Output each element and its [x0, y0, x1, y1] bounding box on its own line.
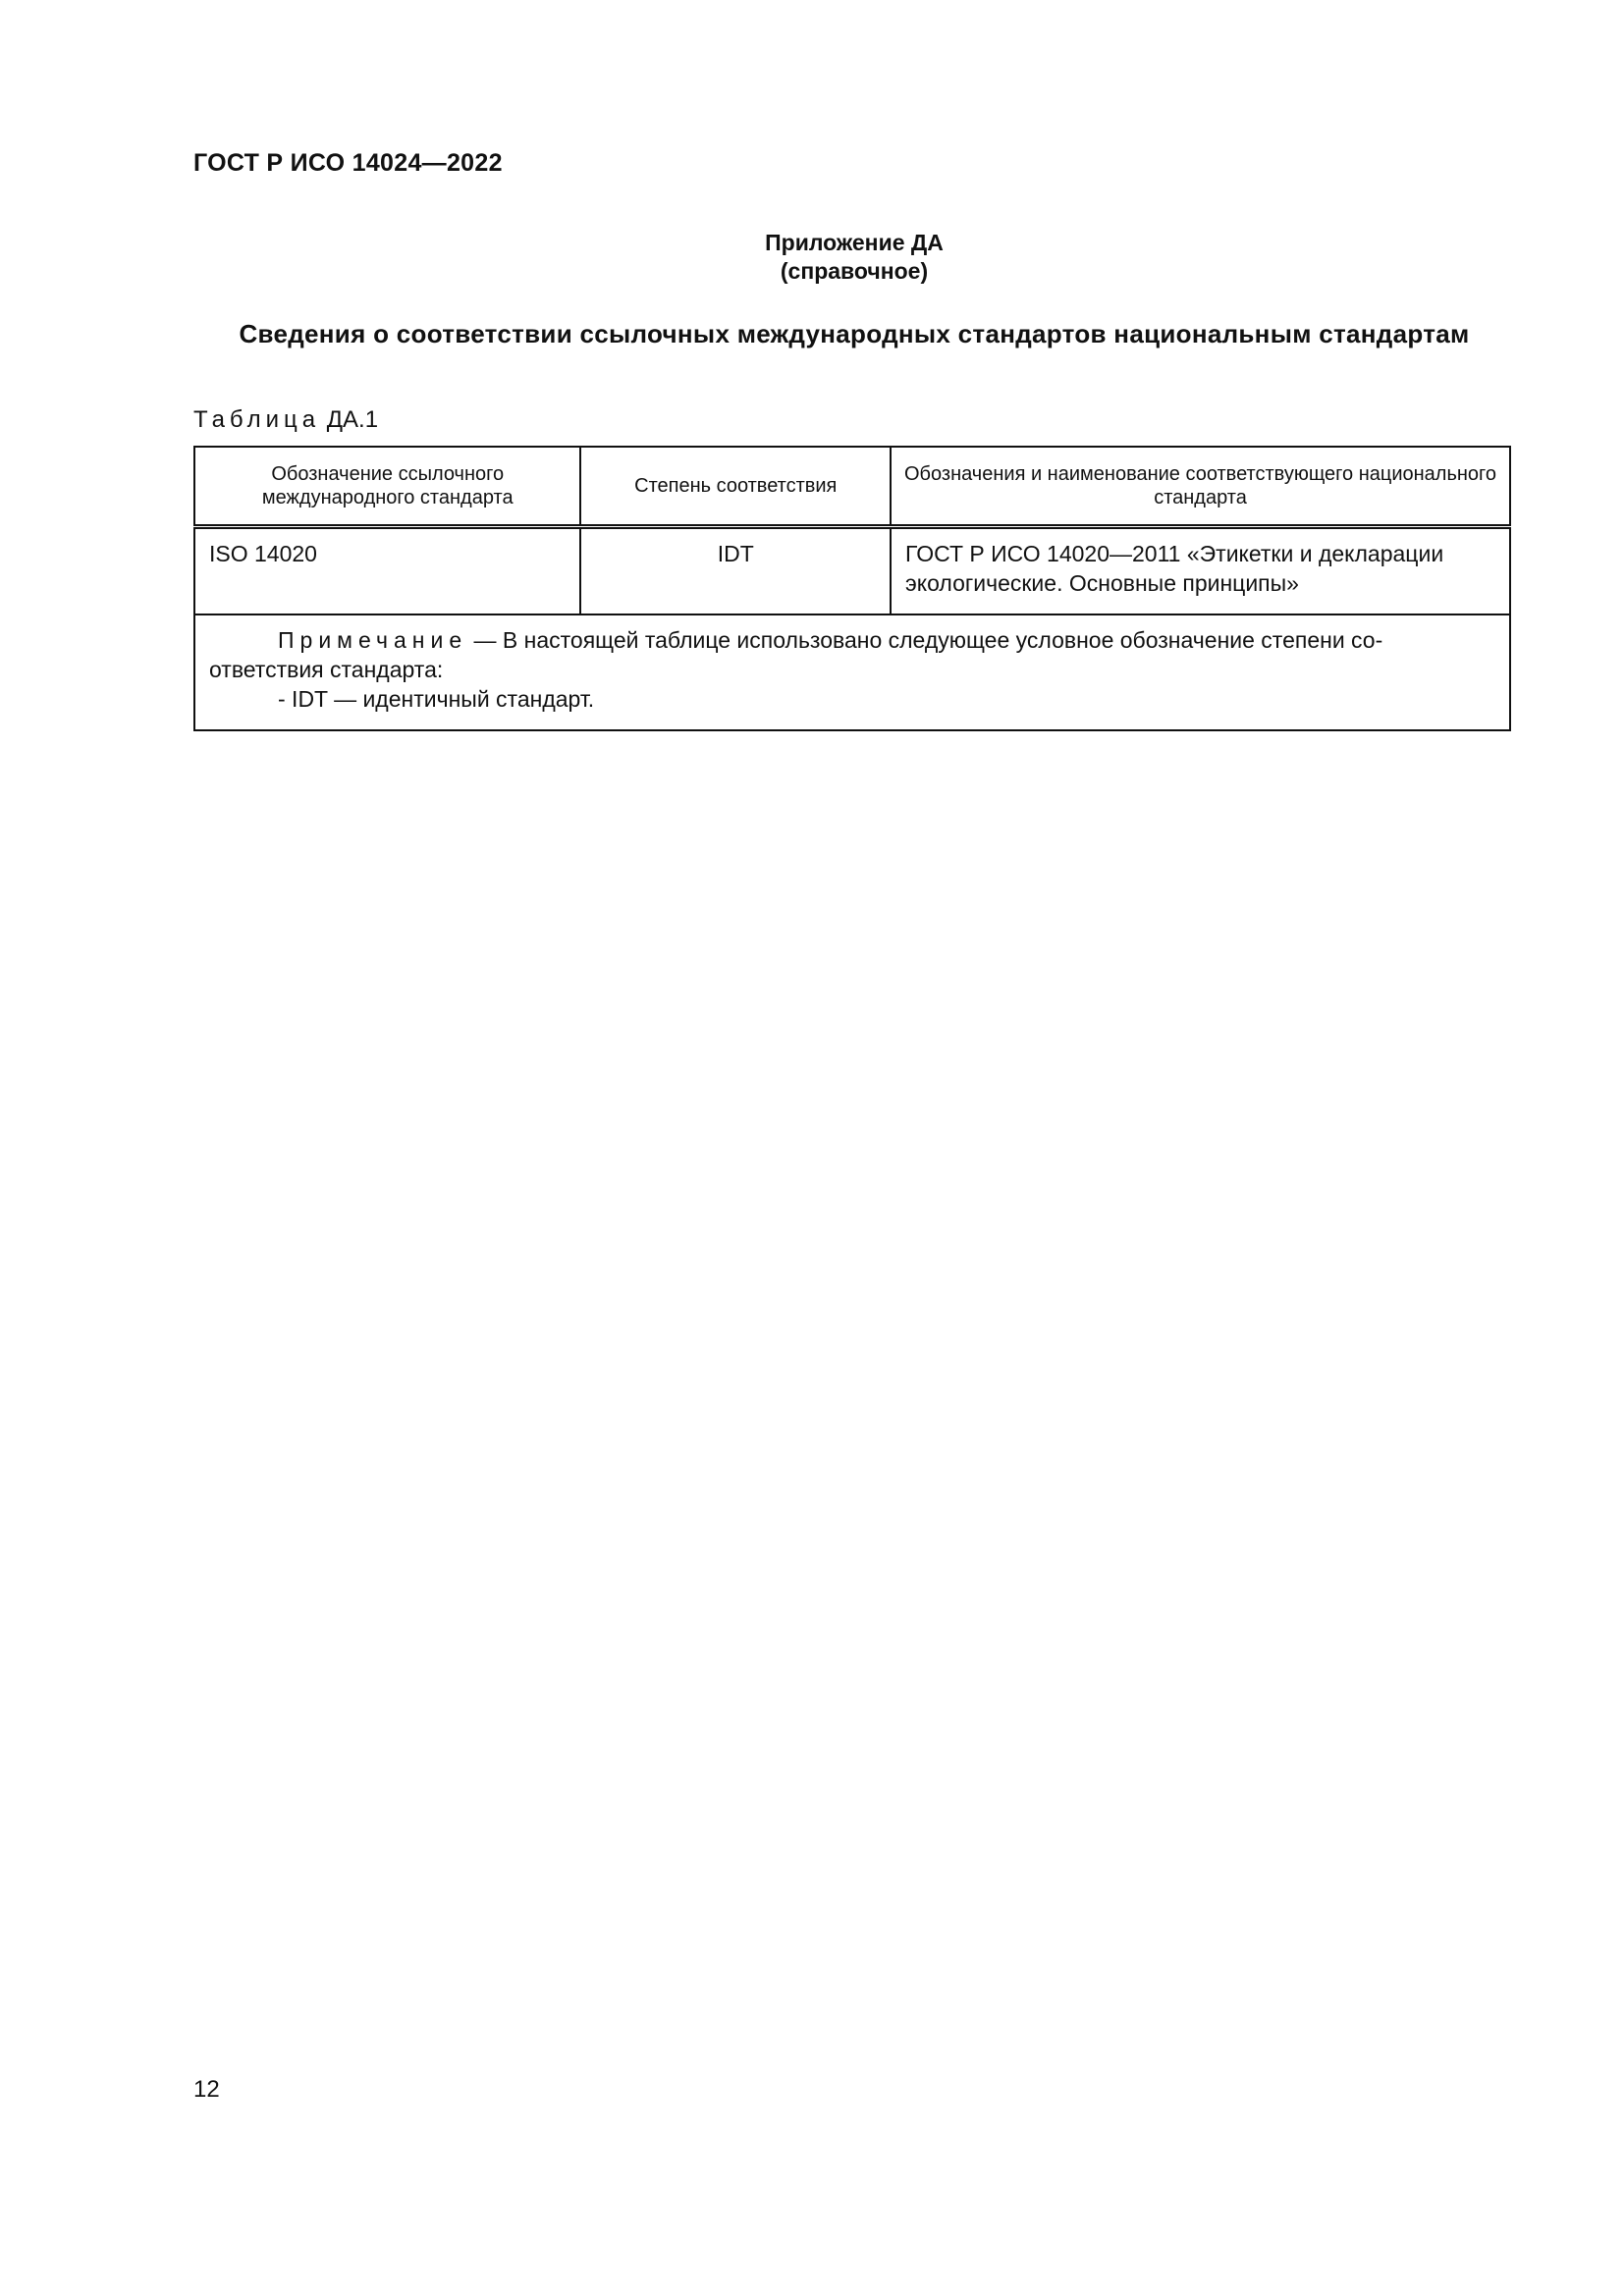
page-number: 12: [193, 2076, 220, 2103]
table-header-row: [194, 447, 1510, 527]
cell-degree: IDT: [580, 527, 891, 615]
table-caption-number: ДА.1: [326, 406, 379, 433]
cell-national-standard: ГОСТ Р ИСО 14020—2011 «Этикетки и декларации экологические. Основные принципы»: [891, 527, 1510, 615]
annex-heading: Сведения о соответствии ссылочных международных стандартов национальным стандартам: [239, 319, 1470, 348]
table-caption: [193, 406, 378, 434]
table-note-row: [194, 614, 1510, 730]
correspondence-table: [193, 446, 1511, 731]
table-note: [194, 614, 1510, 730]
note-dash: —: [473, 627, 497, 653]
table-caption-word: Таблица: [193, 406, 321, 433]
column-header-ref: Обозначение ссылочного международного стандарта: [194, 447, 580, 527]
column-header-national: Обозначения и наименование соответствующего национального стандарта: [891, 447, 1510, 527]
column-header-degree: Степень соответствия: [580, 447, 891, 527]
table-row: [194, 527, 1510, 615]
cell-ref-standard: ISO 14020: [194, 527, 580, 615]
document-code: ГОСТ Р ИСО 14024—2022: [193, 149, 503, 177]
annex-title: Приложение ДА: [765, 230, 944, 255]
annex-label: [0, 229, 1624, 286]
note-item: - IDT — идентичный стандарт.: [278, 686, 595, 712]
note-text: В настоящей таблице использовано следующее условное обозначение степени со-ответствия стандарта:: [209, 627, 1383, 682]
note-label: Примечание: [278, 627, 468, 653]
annex-status: (справочное): [780, 258, 929, 284]
note-paragraph: [209, 625, 1495, 684]
